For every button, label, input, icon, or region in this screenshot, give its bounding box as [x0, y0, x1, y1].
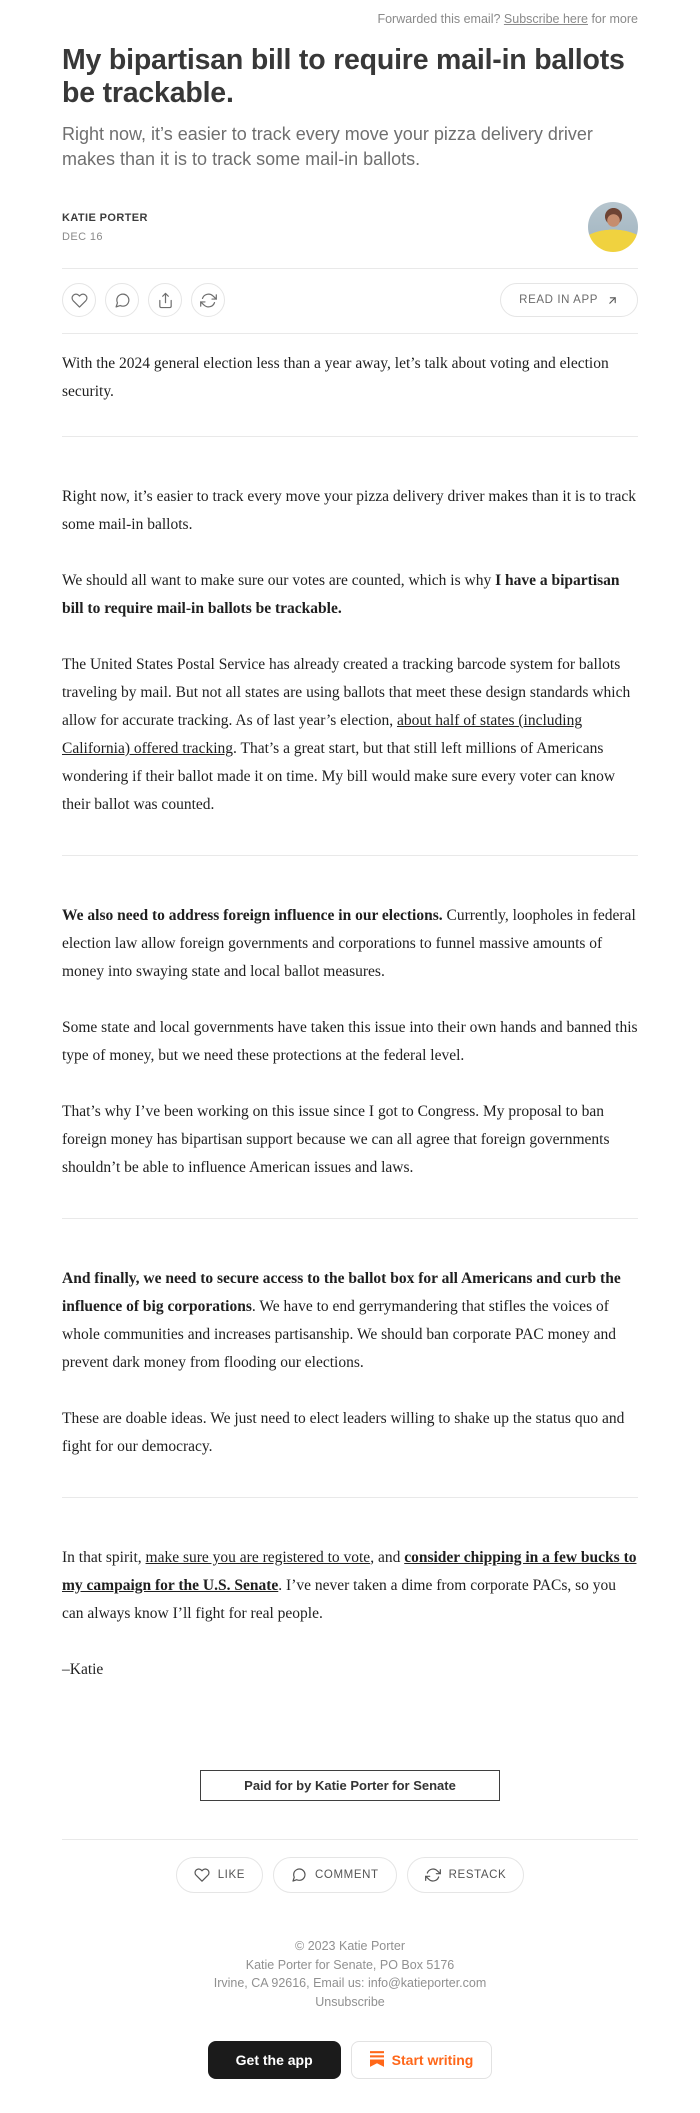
paragraph — [62, 1405, 638, 1461]
paragraph — [62, 1265, 638, 1377]
heart-icon — [71, 292, 88, 309]
email-page — [62, 0, 638, 2113]
comment-footer-button[interactable] — [273, 1857, 397, 1893]
paragraph — [62, 1014, 638, 1070]
footer — [62, 1937, 638, 2011]
post-title: My bipartisan bill to require mail-in ballots be trackable. — [62, 44, 625, 109]
divider — [62, 1497, 638, 1498]
paragraph — [62, 1544, 638, 1628]
restack-icon — [200, 292, 217, 309]
paragraph — [62, 1656, 638, 1684]
read-in-app-label: READ IN APP — [519, 294, 598, 306]
restack-footer-button[interactable] — [407, 1857, 525, 1893]
start-writing-label: Start writing — [391, 2052, 474, 2068]
engagement-row — [62, 1857, 638, 1893]
divider — [62, 1218, 638, 1219]
inline-link[interactable]: about half of states (including California) offered tracking — [62, 712, 583, 757]
text-run: –Katie — [62, 1661, 104, 1678]
post-subtitle: Right now, it’s easier to track every move your pizza delivery driver makes than it is to track some mail-in ballots. — [62, 124, 593, 169]
speech-bubble-icon — [291, 1867, 307, 1883]
avatar[interactable] — [588, 202, 638, 252]
text-run: With the 2024 general election less than a year away, let’s talk about voting and election security. — [62, 355, 609, 400]
comment-label: COMMENT — [315, 1869, 379, 1881]
heart-icon — [194, 1867, 210, 1883]
address-line-1: Katie Porter for Senate, PO Box 5176 — [245, 1957, 455, 1972]
text-run: And finally, we need to secure access to the ballot box for all Americans and curb the influence of big corporations — [62, 1270, 621, 1315]
paragraph — [62, 567, 638, 623]
paragraph — [62, 651, 638, 819]
forwarded-text: Forwarded this email? — [377, 12, 504, 26]
byline-row — [62, 202, 638, 252]
read-in-app-button[interactable] — [500, 283, 638, 317]
unsubscribe-link[interactable]: Unsubscribe — [315, 1994, 385, 2009]
paid-for-box: Paid for by Katie Porter for Senate — [200, 1770, 500, 1801]
like-label: LIKE — [217, 1869, 246, 1881]
text-run: Currently, loopholes in federal election law allow foreign governments and corporations to funnel massive amounts of money into swaying state and local ballot measures. — [62, 907, 636, 980]
forwarded-suffix: for more — [587, 12, 638, 26]
post-date: DEC 16 — [62, 230, 103, 243]
text-run: These are doable ideas. We just need to elect leaders willing to shake up the status quo and fight for our democracy. — [62, 1410, 625, 1455]
action-row — [62, 283, 638, 317]
text-run: I have a bipartisan bill to require mail-in ballots be trackable. — [62, 572, 620, 617]
text-run: . We have to end gerrymandering that stifles the voices of whole communities and increases partisanship. We should ban corporate PAC money and prevent dark money from flooding our elections. — [62, 1298, 617, 1371]
text-run: Some state and local governments have taken this issue into their own hands and banned this type of money, but we need these protections at the federal level. — [62, 1019, 638, 1064]
share-button[interactable] — [148, 283, 182, 317]
byline — [62, 212, 148, 243]
paragraph — [62, 1098, 638, 1182]
action-icons — [62, 283, 225, 317]
inline-link[interactable]: make sure you are registered to vote — [145, 1549, 371, 1566]
text-run: Right now, it’s easier to track every move your pizza delivery driver makes than it is to track some mail-in ballots. — [62, 488, 637, 533]
subscribe-link[interactable]: Subscribe here — [503, 12, 588, 26]
restack-button[interactable] — [191, 283, 225, 317]
inline-link[interactable]: consider chipping in a few bucks to my campaign for the U.S. Senate — [62, 1549, 637, 1594]
paragraph — [62, 483, 638, 539]
start-writing-button[interactable] — [351, 2041, 493, 2079]
author-name: KATIE PORTER — [62, 211, 148, 224]
divider — [62, 855, 638, 856]
text-run: In that spirit, — [62, 1549, 146, 1566]
text-run: That’s why I’ve been working on this issue since I got to Congress. My proposal to ban foreign money has bipartisan support because we can all agree that foreign governments shouldn’t be able to influence American issues and laws. — [62, 1103, 610, 1176]
address-line-2: Irvine, CA 92616, Email us: info@katieporter.com — [213, 1976, 487, 1990]
app-button-row — [62, 2041, 638, 2079]
restack-icon — [425, 1867, 441, 1883]
divider — [62, 436, 638, 437]
text-run: . I’ve never taken a dime from corporate PACs, so you can always know I’ll fight for real people. — [62, 1577, 617, 1622]
article-body — [62, 333, 638, 1684]
divider — [62, 1839, 638, 1840]
text-run: The United States Postal Service has already created a tracking barcode system for ballots traveling by mail. But not all states are using ballots that meet these design standards which allow for accurate tracking. As of last year’s election, — [62, 656, 631, 729]
comment-button[interactable] — [105, 283, 139, 317]
divider — [62, 268, 638, 269]
share-icon — [157, 292, 174, 309]
divider — [62, 333, 638, 334]
text-run: . That’s a great start, but that still left millions of Americans wondering if their ballot made it on time. My bill would make sure every voter can know their ballot was counted. — [62, 740, 616, 813]
get-app-button[interactable]: Get the app — [208, 2041, 341, 2079]
text-run: , and — [370, 1549, 405, 1566]
text-run: We also need to address foreign influence in our elections. — [62, 907, 443, 924]
speech-bubble-icon — [114, 292, 131, 309]
like-footer-button[interactable] — [176, 1857, 263, 1893]
like-button[interactable] — [62, 283, 96, 317]
forwarded-bar — [62, 10, 638, 26]
substack-logo-icon — [370, 2051, 384, 2070]
text-run: We should all want to make sure our votes are counted, which is why — [62, 572, 496, 589]
restack-label: RESTACK — [448, 1869, 507, 1881]
paragraph — [62, 902, 638, 986]
arrow-up-right-icon — [606, 294, 619, 307]
paragraph — [62, 350, 638, 406]
copyright-line: © 2023 Katie Porter — [295, 1939, 405, 1953]
